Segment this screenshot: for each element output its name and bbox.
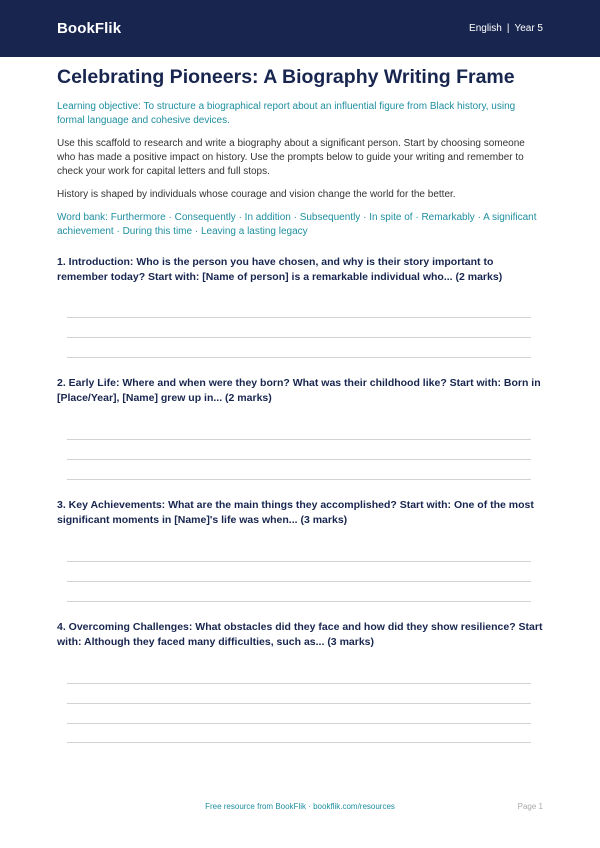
subject-label: English [469, 23, 502, 34]
header-bar [0, 0, 600, 57]
worksheet-intro [57, 64, 543, 239]
answer-line[interactable] [67, 723, 531, 724]
year-label: Year 5 [514, 23, 543, 34]
page-number: Page 1 [517, 802, 543, 811]
question-prompt: 1. Introduction: Who is the person you have chosen, and why is their story important to remember today? Start with: [Name of person] is a remarkable individual who... (2 marks) [57, 256, 503, 283]
question-prompt: 2. Early Life: Where and when were they born? What was their childhood like? Start with: Born in [Place/Year], [Name] grew up in... (2 marks) [57, 377, 541, 404]
question-prompt: 4. Overcoming Challenges: What obstacles did they face and how did they show resilience? Start with: Although they faced many difficulties, such as... (3 marks) [57, 621, 543, 648]
answer-line[interactable] [67, 561, 531, 562]
question-2 [57, 376, 543, 406]
footer-credit: Free resource from BookFlik · bookflik.com/resources [205, 802, 395, 811]
question-3 [57, 498, 543, 528]
answer-line[interactable] [67, 317, 531, 318]
question-prompt: 3. Key Achievements: What are the main things they accomplished? Start with: One of the most significant moments in [Name]'s life was when... (3 marks) [57, 499, 534, 526]
meta-separator: | [506, 23, 510, 34]
answer-line[interactable] [67, 742, 531, 743]
answer-line[interactable] [67, 357, 531, 358]
question-1 [57, 255, 543, 285]
answer-line[interactable] [67, 683, 531, 684]
brand-logo: BookFlik [57, 20, 122, 37]
subject-year [469, 23, 543, 34]
answer-line[interactable] [67, 601, 531, 602]
page-title: Celebrating Pioneers: A Biography Writing Frame [57, 66, 515, 88]
answer-line[interactable] [67, 703, 531, 704]
question-4 [57, 620, 543, 650]
answer-line[interactable] [67, 479, 531, 480]
answer-line[interactable] [67, 439, 531, 440]
answer-line[interactable] [67, 459, 531, 460]
instructions: Use this scaffold to research and write a biography about a significant person. Start by choosing someone who has made a positive impact on history. Use the prompts below to guide your writing and remember to check your work for capital letters and full stops. [57, 138, 525, 177]
learning-objective: Learning objective: To structure a biographical report about an influential figure from Black history, using formal language and cohesive devices. [57, 101, 516, 126]
answer-line[interactable] [67, 581, 531, 582]
answer-line[interactable] [67, 337, 531, 338]
history-quote: History is shaped by individuals whose courage and vision change the world for the better. [57, 189, 456, 200]
word-bank: Word bank: Furthermore · Consequently · In addition · Subsequently · In spite of · Remarkably · A significant achievement · During this time · Leaving a lasting legacy [57, 212, 537, 237]
